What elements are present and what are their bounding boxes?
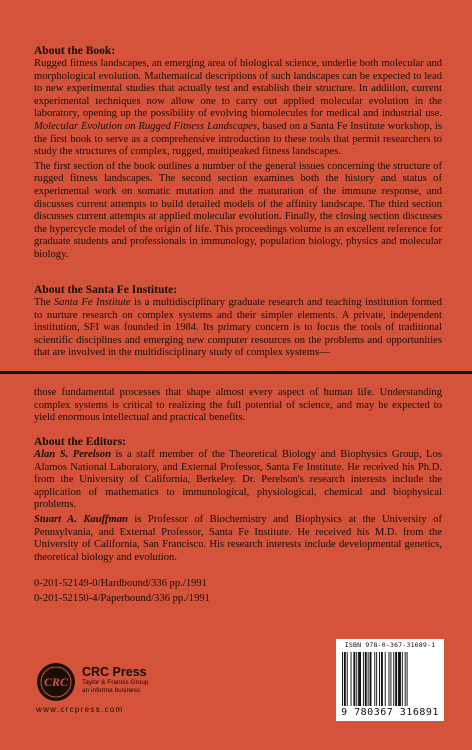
barcode-icon — [342, 652, 438, 706]
barcode-bar — [379, 652, 380, 706]
barcode-bar — [390, 652, 391, 706]
sfi-text: is a multidisciplinary graduate research and teaching institution formed to nurture research on complex systems and their simpler elements. A private, independent institution, SFI was founded in 1984. Its primary concern is to focus the tools of traditional scientific disciplines and emerging new computer resources on the problems and opportunities that are involved in the multidisciplinary study of complex systems— — [34, 297, 442, 359]
barcode-bar — [347, 652, 348, 706]
barcode-bar — [358, 652, 361, 706]
barcode-bar — [398, 652, 401, 706]
editor-1-bio — [34, 449, 442, 512]
about-book-paragraph-2: The first section of the book outlines a number of the general issues concerning the structure of rugged fitness landscapes. The second section examines both the history and status of experimental work on somatic mutation and the maturation of the immune response, and discusses current attempts to build detailed models of the affinity landscape. The third section discusses current attempts at applied molecular evolution. Finally, the closing section discusses the hypercycle model of the origin of life. This proceedings volume is an excellent reference for graduate students and professionals in immunology, population biology, physics and molecular biology. — [34, 160, 442, 260]
barcode-bar — [405, 652, 406, 706]
editor-1-name: Alan S. Perelson — [34, 449, 111, 460]
section-divider — [0, 371, 472, 374]
barcode-bar — [393, 652, 394, 706]
about-book-section — [34, 44, 442, 262]
crc-press-logo-icon — [36, 662, 76, 702]
publisher-url[interactable]: www.crcpress.com — [36, 705, 124, 714]
about-sfi-paragraph-continued: those fundamental processes that shape almost every aspect of human life. Understanding complex systems is critical to realizing the full potential of science, and may be expected to yield enormous intellectual and practical benefits. — [34, 387, 442, 424]
barcode-bar — [365, 652, 367, 706]
edition-paperbound: 0-201-52150-4/Paperbound/336 pp./1991 — [34, 593, 210, 604]
about-editors-section — [34, 435, 442, 564]
editor-1-text: is a staff member of the Theoretical Biology and Biophysics Group, Los Alamos National Laboratory, and External Professor, Santa Fe Institute. He received his Ph.D. from the University of California, Berkeley. Dr. Perelson's research interests include the application of mathematics to immunological, physiological, chemical and biophysical problems. — [34, 449, 442, 511]
sfi-name: Santa Fe Institute — [53, 297, 131, 308]
barcode-digits: 9 780367 316891 — [341, 707, 439, 718]
barcode-bar — [374, 652, 375, 706]
editor-2-bio — [34, 514, 442, 564]
about-editors-heading: About the Editors: — [34, 436, 127, 448]
publisher-block — [82, 665, 148, 695]
about-book-paragraph-1 — [34, 58, 442, 159]
barcode-bar — [389, 652, 390, 706]
barcode-bar — [402, 652, 403, 706]
sfi-text: The — [34, 297, 54, 308]
barcode-bar — [356, 652, 357, 706]
barcode-bar — [385, 652, 386, 706]
barcode-bar — [368, 652, 369, 706]
editions-list — [34, 577, 442, 605]
editor-2-text: is Professor of Biochemistry and Biophysics at the University of Pennsylvania, and External Professor, Santa Fe Institute. He received his M.D. from the University of California, San Francisco. His research interests include developmental genetics, theoretical biology and evolution. — [34, 513, 442, 563]
about-book-heading: About the Book: — [34, 45, 116, 57]
barcode-panel — [336, 639, 444, 721]
logo-text: CRC — [43, 675, 69, 689]
book-title: Molecular Evolution on Rugged Fitness Landscapes, — [34, 120, 260, 132]
barcode-bar — [353, 652, 355, 706]
publisher-name: CRC Press — [82, 665, 147, 679]
about-book-text: based on a Santa Fe Institute workshop, is the first book to serve as a comprehensive introduction to these tools that permit researchers to study the structures of complex, rugged, multipeaked fitness landscapes. — [34, 120, 443, 158]
isbn-label: ISBN 978-0-367-31689-1 — [344, 641, 436, 649]
about-book-text: Rugged fitness landscapes, an emerging area of biological science, underlie both molecular and morphological evolution. Mathematical descriptions of such landscapes can be expected to lead to new experimental studies that actually test and establish their structure. In addition, current experimental techniques now allow one to carry out applied molecular evolution in the laboratory, opening up the possibility of evolving biomolecules for medical and industrial use. — [34, 58, 442, 120]
barcode-bar — [407, 652, 408, 706]
barcode-bar — [376, 652, 377, 706]
barcode-bar — [381, 652, 383, 706]
barcode-bar — [370, 652, 372, 706]
barcode-bar — [395, 652, 397, 706]
publisher-group: Taylor & Francis Group — [82, 679, 149, 686]
edition-hardbound: 0-201-52149-0/Hardbound/336 pp./1991 — [34, 578, 208, 589]
about-sfi-heading: About the Santa Fe Institute: — [34, 284, 178, 296]
barcode-bar — [342, 652, 343, 706]
about-sfi-section — [34, 283, 442, 360]
barcode-bar — [344, 652, 346, 706]
publisher-tagline: an informa business — [82, 687, 141, 694]
about-sfi-paragraph — [34, 297, 442, 360]
barcode-bar — [351, 652, 352, 706]
sfi-continuation — [34, 387, 442, 425]
editor-2-name: Stuart A. Kauffman — [34, 513, 128, 525]
barcode-bar — [363, 652, 364, 706]
